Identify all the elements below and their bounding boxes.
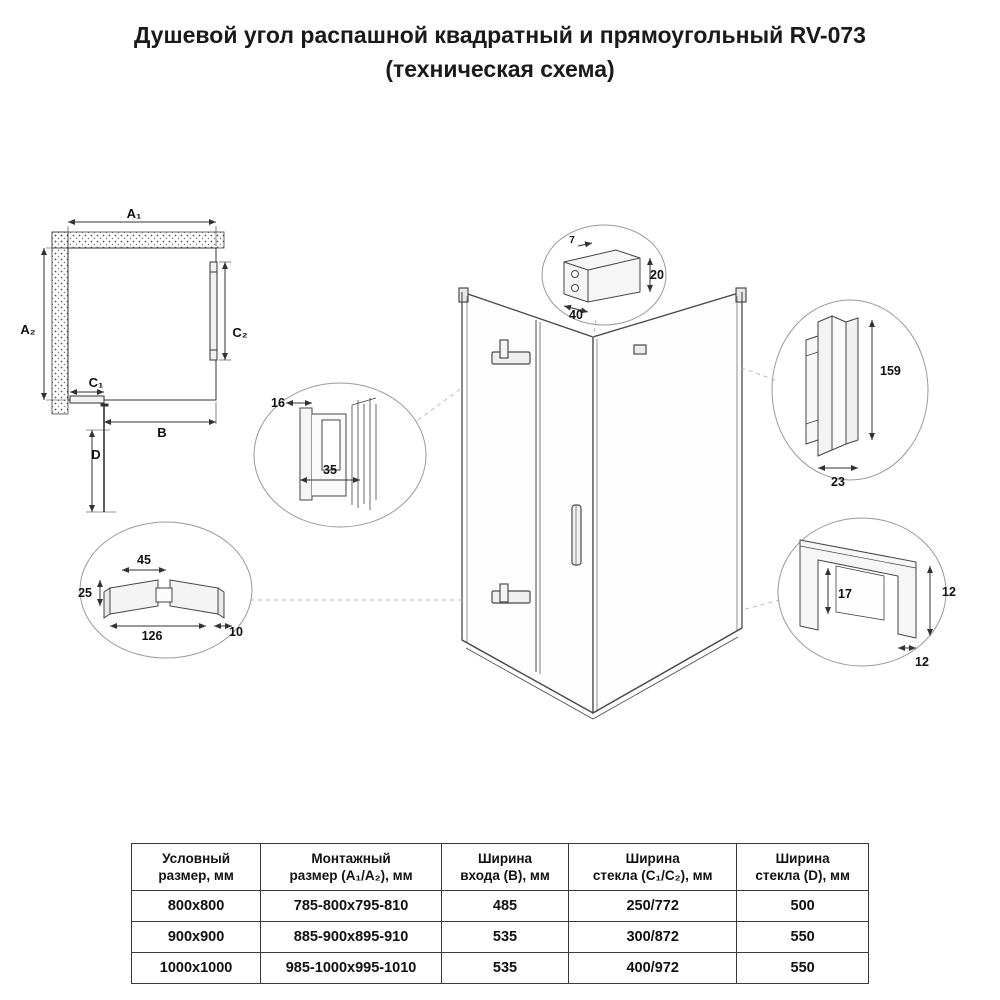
header-mounting-size: Монтажный размер (A₁/A₂), мм [261,844,442,891]
specification-table [131,843,869,984]
cell-mounting-size: 885-900x895-910 [261,922,442,953]
dim-bracket-40: 40 [569,308,583,322]
header-nominal-size: Условный размер, мм [132,844,261,891]
dim-handle-25: 25 [78,586,92,600]
cell-mounting-size: 985-1000x995-1010 [261,953,442,984]
header-entrance-width: Ширина входа (B), мм [441,844,568,891]
dim-b: B [157,425,167,440]
cell-glass-width-d: 500 [737,891,869,922]
dim-rail-12-right: 12 [942,585,956,599]
dim-hinge-159: 159 [880,364,901,378]
dim-c1: C₁ [88,375,104,390]
dim-profile-35: 35 [323,463,337,477]
dim-rail-12-bottom: 12 [915,655,929,669]
page-title-line1: Душевой угол распашной квадратный и прямоугольный RV-073 [134,22,866,48]
cell-entrance-width: 535 [441,953,568,984]
table-header-row [132,844,869,891]
plan-view [44,222,231,512]
dim-bracket-20: 20 [650,268,664,282]
cell-glass-width-d: 550 [737,922,869,953]
dim-handle-126: 126 [141,629,163,643]
cell-entrance-width: 485 [441,891,568,922]
dim-c2: C₂ [232,325,248,340]
cell-glass-width-c: 250/772 [569,891,737,922]
cell-mounting-size: 785-800x795-810 [261,891,442,922]
table-row [132,891,869,922]
table-row [132,953,869,984]
dim-handle-45: 45 [137,553,151,567]
dim-a1: A₁ [126,206,142,221]
dim-hinge-23: 23 [831,475,845,489]
header-glass-width-c: Ширина стекла (C₁/C₂), мм [569,844,737,891]
dim-a2: A₂ [20,322,36,337]
callout-profile-detail [254,383,462,527]
cell-glass-width-d: 550 [737,953,869,984]
cell-glass-width-c: 300/872 [569,922,737,953]
header-glass-width-d: Ширина стекла (D), мм [737,844,869,891]
isometric-enclosure [459,288,746,719]
dim-rail-17: 17 [838,587,852,601]
cell-entrance-width: 535 [441,922,568,953]
cell-glass-width-c: 400/972 [569,953,737,984]
cell-nominal-size: 900x900 [132,922,261,953]
cell-nominal-size: 1000x1000 [132,953,261,984]
dim-handle-10: 10 [229,625,243,639]
cell-nominal-size: 800x800 [132,891,261,922]
table-row [132,922,869,953]
dim-bracket-7: 7 [569,235,575,246]
dim-profile-16: 16 [271,396,285,410]
dim-d: D [91,447,101,462]
callout-hinge-detail [742,300,928,480]
page-title-line2: (техническая схема) [385,56,615,82]
callout-handle-detail [80,522,462,658]
